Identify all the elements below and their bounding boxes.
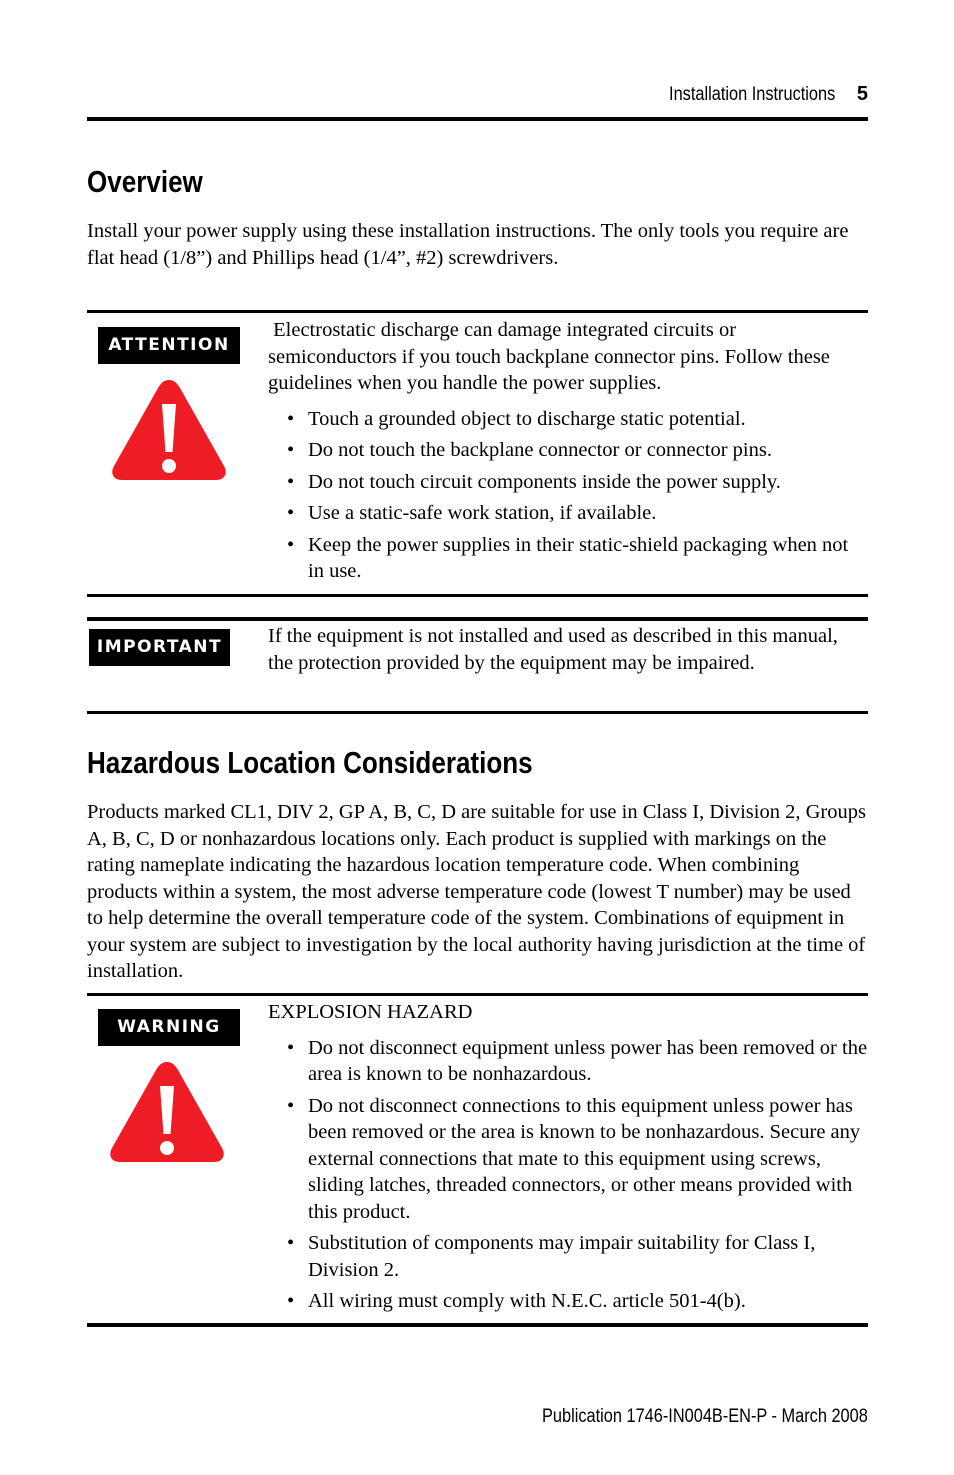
list-item-text: Do not touch the backplane connector or connector pins. — [308, 439, 772, 461]
attention-label: ATTENTION — [98, 327, 240, 364]
header-title: Installation Instructions — [668, 84, 835, 105]
running-header — [88, 83, 868, 106]
overview-heading: Overview — [87, 164, 203, 199]
warning-body — [268, 999, 868, 1315]
important-top-rule — [87, 617, 868, 621]
attention-bottom-rule — [87, 594, 868, 597]
warning-top-rule — [87, 993, 868, 996]
warning-intro: EXPLOSION HAZARD — [268, 1001, 473, 1023]
important-label: IMPORTANT — [89, 629, 230, 666]
publication-info: Publication 1746-IN004B-EN-P - March 2008 — [542, 1406, 868, 1427]
list-item: • Substitution of components may impair suitability for Class I, Division 2. — [287, 1232, 816, 1281]
list-item-text: Do not disconnect connections to this equipment unless power has been removed or the area is known to be nonhazardous. Secure any external connections that mate to this equipment using screws, sliding latches, threaded connectors, or other means provided with this product. — [308, 1094, 861, 1223]
publication-footer — [88, 1406, 868, 1428]
important-text: If the equipment is not installed and used as described in this manual, the protection provided by the equipment may be impaired. — [268, 625, 838, 674]
list-item: • Keep the power supplies in their static-shield packaging when not in use. — [287, 533, 849, 582]
list-item-text: Keep the power supplies in their static-shield packaging when not in use. — [308, 533, 849, 582]
attention-body — [268, 317, 868, 585]
list-item: • Do not disconnect equipment unless power has been removed or the area is known to be nonhazardous. — [287, 1036, 868, 1085]
hazardous-paragraph: Products marked CL1, DIV 2, GP A, B, C, D are suitable for use in Class I, Division 2, Groups A, B, C, D or nonhazardous locations only. Each product is supplied with markings on the rating nameplate indicating the hazardous location temperature code. When combining products within a system, the most adverse temperature code (lowest T number) may be used to help determine the overall temperature code of the system. Combinations of equipment in your system are subject to investigation by the local authority having jurisdiction at the time of installation. — [87, 801, 866, 982]
list-item: • All wiring must comply with N.E.C. article 501-4(b). — [287, 1290, 746, 1312]
header-rule — [87, 117, 868, 121]
warning-bottom-rule — [87, 1323, 868, 1327]
warning-triangle-icon — [107, 1056, 227, 1166]
attention-intro: Electrostatic discharge can damage integrated circuits or semiconductors if you touch backplane connector pins. Follow these guidelines when you handle the power supplies. — [268, 319, 836, 394]
warning-list — [268, 1035, 868, 1315]
list-item: • Do not disconnect connections to this equipment unless power has been removed or the area is known to be nonhazardous. Secure any external connections that mate to this equipment using screws, sliding latches, threaded connectors, or other means provided with this product. — [287, 1094, 861, 1223]
list-item: • Do not touch circuit components inside the power supply. — [287, 470, 781, 493]
list-item: • Do not touch the backplane connector or connector pins. — [287, 439, 772, 461]
warning-label: WARNING — [98, 1009, 240, 1046]
list-item: • Use a static-safe work station, if available. — [287, 502, 657, 524]
attention-top-rule — [87, 310, 868, 313]
important-bottom-rule — [87, 711, 868, 714]
list-item-text: Use a static-safe work station, if available. — [308, 502, 657, 524]
list-item-text: Do not touch circuit components inside the power supply. — [308, 470, 781, 493]
list-item-text: All wiring must comply with N.E.C. article 501-4(b). — [308, 1290, 746, 1312]
overview-paragraph: Install your power supply using these installation instructions. The only tools you require are flat head (1/8”) and Phillips head (1/4”, #2) screwdrivers. — [87, 220, 849, 269]
warning-triangle-icon — [109, 374, 229, 484]
list-item: • Touch a grounded object to discharge static potential. — [287, 407, 746, 430]
list-item-text: Substitution of components may impair suitability for Class I, Division 2. — [308, 1232, 816, 1281]
attention-list — [268, 406, 868, 585]
page-number: 5 — [856, 83, 868, 105]
list-item-text: Touch a grounded object to discharge static potential. — [308, 407, 746, 430]
list-item-text: Do not disconnect equipment unless power has been removed or the area is known to be nonhazardous. — [308, 1036, 868, 1085]
hazardous-heading: Hazardous Location Considerations — [87, 745, 533, 780]
